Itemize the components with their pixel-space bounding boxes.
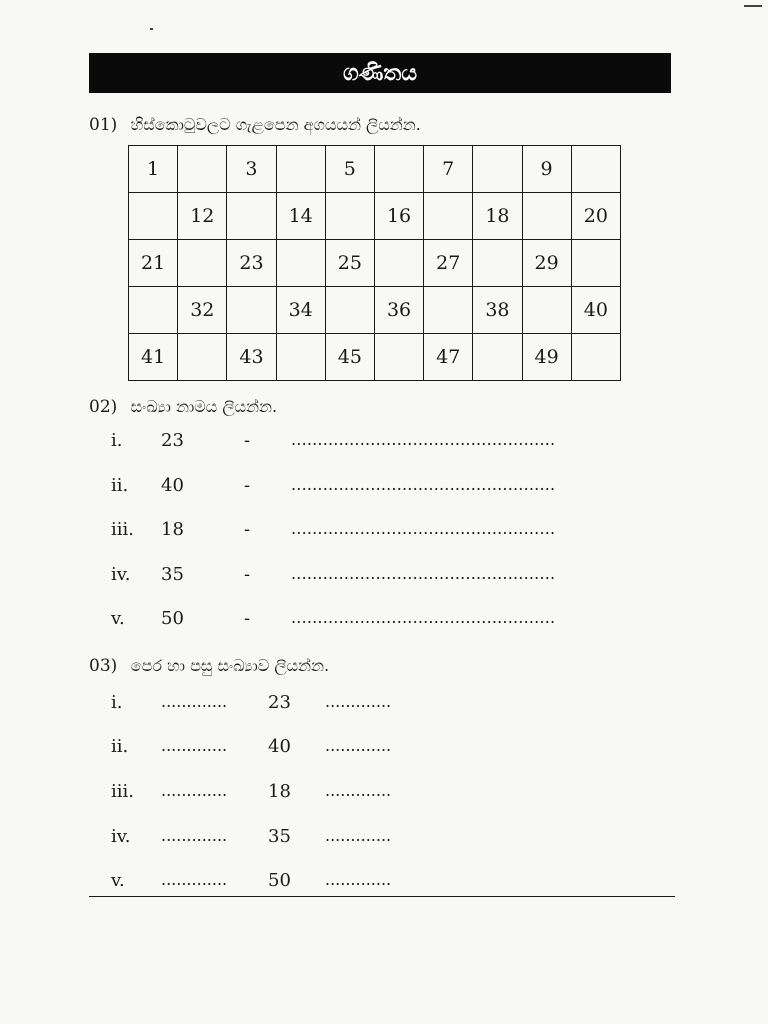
item-numeral: v. bbox=[111, 870, 125, 891]
grid-cell: 16 bbox=[374, 193, 423, 240]
question-2-text: සංඛ්‍යා නාමය ලියන්න. bbox=[130, 397, 278, 416]
grid-cell-blank bbox=[571, 334, 620, 381]
grid-cell-blank bbox=[276, 146, 325, 193]
question-1-number: 01) bbox=[89, 115, 118, 135]
grid-cell-blank bbox=[374, 334, 423, 381]
grid-cell: 40 bbox=[571, 287, 620, 334]
grid-cell-blank bbox=[424, 287, 473, 334]
grid-cell-blank bbox=[424, 193, 473, 240]
grid-row bbox=[129, 146, 621, 193]
grid-cell: 1 bbox=[129, 146, 178, 193]
item-number: 18 bbox=[268, 781, 291, 802]
after-blank: ............. bbox=[325, 870, 392, 889]
answer-dotted-line: .................................................. bbox=[291, 564, 556, 583]
bottom-rule bbox=[89, 896, 675, 897]
grid-cell-blank bbox=[227, 193, 276, 240]
grid-row bbox=[129, 193, 621, 240]
grid-cell: 34 bbox=[276, 287, 325, 334]
grid-cell-blank bbox=[276, 240, 325, 287]
item-number: 35 bbox=[161, 564, 184, 585]
before-blank: ............. bbox=[161, 692, 228, 711]
grid-cell: 5 bbox=[325, 146, 374, 193]
item-numeral: iii. bbox=[111, 519, 134, 540]
after-blank: ............. bbox=[325, 826, 392, 845]
answer-dotted-line: .................................................. bbox=[291, 608, 556, 627]
answer-dotted-line: .................................................. bbox=[291, 475, 556, 494]
item-number: 40 bbox=[268, 736, 291, 757]
before-blank: ............. bbox=[161, 826, 228, 845]
grid-cell: 14 bbox=[276, 193, 325, 240]
scan-speck bbox=[150, 28, 153, 30]
grid-cell-blank bbox=[325, 287, 374, 334]
question-3-text: පෙර හා පසු සංඛ්‍යාව ලියන්න. bbox=[130, 656, 330, 675]
item-number: 23 bbox=[268, 692, 291, 713]
item-numeral: iii. bbox=[111, 781, 134, 802]
worksheet-title-bar bbox=[89, 53, 671, 93]
grid-cell: 7 bbox=[424, 146, 473, 193]
scan-speck bbox=[744, 5, 762, 7]
grid-cell-blank bbox=[276, 334, 325, 381]
grid-cell: 41 bbox=[129, 334, 178, 381]
item-dash: - bbox=[244, 608, 251, 629]
grid-cell: 20 bbox=[571, 193, 620, 240]
item-number: 35 bbox=[268, 826, 291, 847]
item-number: 40 bbox=[161, 475, 184, 496]
item-dash: - bbox=[244, 519, 251, 540]
item-dash: - bbox=[244, 564, 251, 585]
grid-cell: 36 bbox=[374, 287, 423, 334]
item-number: 23 bbox=[161, 430, 184, 451]
grid-row bbox=[129, 334, 621, 381]
grid-cell-blank bbox=[473, 334, 522, 381]
item-numeral: iv. bbox=[111, 564, 131, 585]
grid-cell: 23 bbox=[227, 240, 276, 287]
grid-row bbox=[129, 287, 621, 334]
answer-dotted-line: .................................................. bbox=[291, 519, 556, 538]
grid-cell-blank bbox=[374, 146, 423, 193]
item-numeral: i. bbox=[111, 692, 123, 713]
question-3-heading bbox=[89, 656, 329, 676]
before-blank: ............. bbox=[161, 870, 228, 889]
before-blank: ............. bbox=[161, 781, 228, 800]
grid-cell-blank bbox=[571, 240, 620, 287]
item-dash: - bbox=[244, 430, 251, 451]
question-2-number: 02) bbox=[89, 397, 118, 417]
grid-cell: 47 bbox=[424, 334, 473, 381]
item-numeral: ii. bbox=[111, 736, 129, 757]
item-dash: - bbox=[244, 475, 251, 496]
grid-cell: 29 bbox=[522, 240, 571, 287]
after-blank: ............. bbox=[325, 781, 392, 800]
item-numeral: iv. bbox=[111, 826, 131, 847]
grid-cell: 32 bbox=[178, 287, 227, 334]
answer-dotted-line: .................................................. bbox=[291, 430, 556, 449]
after-blank: ............. bbox=[325, 736, 392, 755]
item-number: 18 bbox=[161, 519, 184, 540]
item-numeral: i. bbox=[111, 430, 123, 451]
grid-cell-blank bbox=[178, 240, 227, 287]
item-numeral: ii. bbox=[111, 475, 129, 496]
grid-cell: 18 bbox=[473, 193, 522, 240]
grid-cell-blank bbox=[522, 193, 571, 240]
grid-cell-blank bbox=[473, 240, 522, 287]
grid-cell: 25 bbox=[325, 240, 374, 287]
item-number: 50 bbox=[161, 608, 184, 629]
grid-cell: 43 bbox=[227, 334, 276, 381]
grid-cell-blank bbox=[571, 146, 620, 193]
grid-cell-blank bbox=[374, 240, 423, 287]
after-blank: ............. bbox=[325, 692, 392, 711]
item-number: 50 bbox=[268, 870, 291, 891]
grid-cell: 9 bbox=[522, 146, 571, 193]
number-grid bbox=[128, 145, 621, 381]
grid-cell: 12 bbox=[178, 193, 227, 240]
grid-row bbox=[129, 240, 621, 287]
item-numeral: v. bbox=[111, 608, 125, 629]
grid-cell-blank bbox=[129, 193, 178, 240]
question-1-text: හිස්කොටුවලට ගැළපෙන අගයයන් ලියන්න. bbox=[130, 115, 421, 134]
grid-cell: 21 bbox=[129, 240, 178, 287]
grid-cell: 49 bbox=[522, 334, 571, 381]
grid-cell-blank bbox=[325, 193, 374, 240]
question-2-heading bbox=[89, 397, 277, 417]
question-3-number: 03) bbox=[89, 656, 118, 676]
grid-cell-blank bbox=[473, 146, 522, 193]
worksheet-title: ගණිතය bbox=[342, 60, 418, 86]
grid-cell-blank bbox=[522, 287, 571, 334]
grid-cell: 27 bbox=[424, 240, 473, 287]
grid-cell-blank bbox=[178, 334, 227, 381]
grid-cell: 38 bbox=[473, 287, 522, 334]
grid-cell: 3 bbox=[227, 146, 276, 193]
before-blank: ............. bbox=[161, 736, 228, 755]
grid-cell-blank bbox=[129, 287, 178, 334]
grid-cell-blank bbox=[178, 146, 227, 193]
grid-cell: 45 bbox=[325, 334, 374, 381]
question-1-heading bbox=[89, 115, 421, 135]
grid-cell-blank bbox=[227, 287, 276, 334]
